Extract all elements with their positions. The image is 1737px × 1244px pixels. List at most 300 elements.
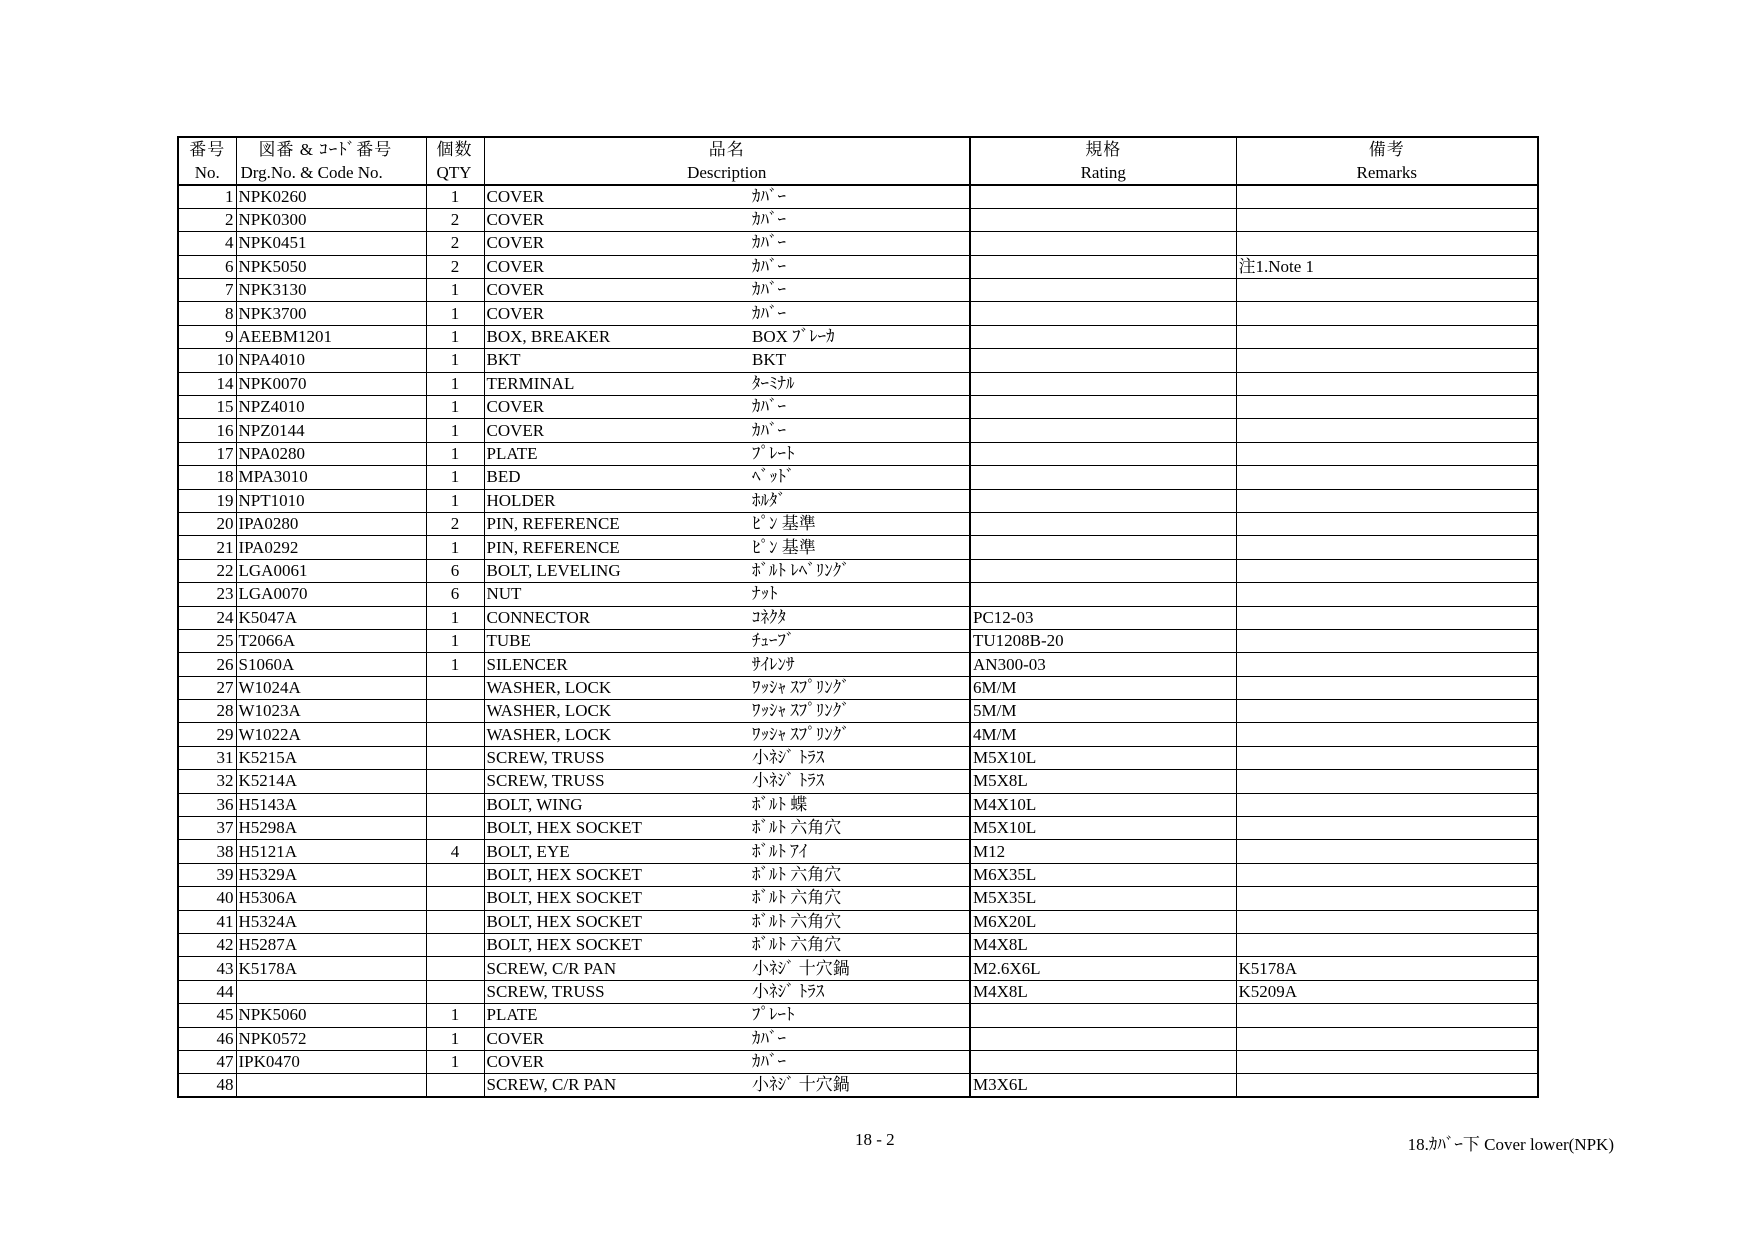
table-row [178,1074,1538,1097]
cell-desc-en: SCREW, TRUSS [484,746,750,769]
cell-code: AEEBM1201 [236,325,426,348]
header-drg [236,137,426,185]
cell-code: NPK0572 [236,1027,426,1050]
cell-no: 37 [178,817,236,840]
cell-rating [970,442,1236,465]
cell-no: 31 [178,746,236,769]
cell-no: 47 [178,1050,236,1073]
cell-code: W1022A [236,723,426,746]
table-row [178,279,1538,302]
cell-no: 9 [178,325,236,348]
cell-rating: M4X8L [970,934,1236,957]
cell-desc-jp: ﾌﾟﾚｰﾄ [750,1004,970,1027]
cell-code: H5306A [236,887,426,910]
cell-desc-en: PIN, REFERENCE [484,512,750,535]
header-row [178,137,1538,185]
cell-code: H5329A [236,863,426,886]
cell-rating: M5X10L [970,817,1236,840]
table-row [178,419,1538,442]
cell-remarks [1236,302,1538,325]
cell-code: IPA0280 [236,512,426,535]
cell-code: MPA3010 [236,466,426,489]
table-row [178,232,1538,255]
cell-desc-en: COVER [484,255,750,278]
cell-rating: M3X6L [970,1074,1236,1097]
header-qty-jp: 個数 [436,140,473,159]
cell-rating [970,489,1236,512]
cell-desc-en: BOLT, HEX SOCKET [484,863,750,886]
cell-qty: 6 [426,559,484,582]
cell-desc-jp: ﾜｯｼｬ ｽﾌﾟﾘﾝｸﾞ [750,723,970,746]
cell-desc-jp: ﾎﾞﾙﾄ ｱｲ [750,840,970,863]
cell-desc-jp: ｻｲﾚﾝｻ [750,653,970,676]
cell-code: NPK0070 [236,372,426,395]
cell-desc-jp: ﾋﾟﾝ 基準 [750,512,970,535]
cell-desc-en: PIN, REFERENCE [484,536,750,559]
cell-desc-jp: 小ﾈｼﾞ 十穴鍋 [750,1074,970,1097]
cell-no: 7 [178,279,236,302]
table-row [178,817,1538,840]
cell-rating: M5X8L [970,770,1236,793]
cell-code [236,980,426,1003]
table-row [178,349,1538,372]
cell-desc-jp: ｶﾊﾞｰ [750,208,970,231]
cell-desc-en: BED [484,466,750,489]
cell-qty: 1 [426,185,484,208]
page-number: 18 - 2 [855,1130,895,1149]
cell-desc-en: PLATE [484,442,750,465]
cell-no: 46 [178,1027,236,1050]
cell-qty [426,746,484,769]
cell-remarks [1236,817,1538,840]
cell-remarks [1236,723,1538,746]
cell-desc-jp: ﾎﾞﾙﾄ 六角穴 [750,910,970,933]
cell-qty: 6 [426,583,484,606]
table-row [178,185,1538,208]
cell-desc-jp: ﾎﾞﾙﾄ 六角穴 [750,887,970,910]
cell-desc-en: COVER [484,1050,750,1073]
cell-code: NPK0451 [236,232,426,255]
cell-remarks [1236,1027,1538,1050]
cell-remarks [1236,232,1538,255]
cell-no: 38 [178,840,236,863]
cell-remarks [1236,770,1538,793]
cell-no: 26 [178,653,236,676]
cell-code: NPK3130 [236,279,426,302]
cell-rating: TU1208B-20 [970,629,1236,652]
cell-desc-jp: ﾜｯｼｬ ｽﾌﾟﾘﾝｸﾞ [750,700,970,723]
cell-remarks [1236,1050,1538,1073]
cell-no: 28 [178,700,236,723]
cell-desc-en: CONNECTOR [484,606,750,629]
cell-no: 19 [178,489,236,512]
header-drg-en: Drg.No. & Code No. [240,163,383,182]
cell-qty: 1 [426,396,484,419]
cell-code: NPA0280 [236,442,426,465]
cell-no: 25 [178,629,236,652]
cell-desc-jp: ｶﾊﾞｰ [750,302,970,325]
header-drg-jp: 図番 & ｺｰﾄﾞ番号 [258,140,393,159]
cell-no: 20 [178,512,236,535]
cell-no: 24 [178,606,236,629]
cell-remarks [1236,442,1538,465]
cell-no: 27 [178,676,236,699]
section-title: 18.ｶﾊﾞｰ下 Cover lower(NPK) [1407,1135,1614,1154]
cell-rating [970,583,1236,606]
cell-no: 42 [178,934,236,957]
cell-desc-jp: 小ﾈｼﾞ ﾄﾗｽ [750,770,970,793]
table-row [178,536,1538,559]
cell-rating: M6X35L [970,863,1236,886]
cell-desc-en: SCREW, C/R PAN [484,1074,750,1097]
table-row [178,255,1538,278]
table-row [178,372,1538,395]
cell-remarks [1236,606,1538,629]
table-row [178,980,1538,1003]
cell-remarks [1236,793,1538,816]
cell-qty: 1 [426,325,484,348]
cell-desc-en: SCREW, C/R PAN [484,957,750,980]
cell-remarks [1236,910,1538,933]
cell-no: 21 [178,536,236,559]
cell-code: IPA0292 [236,536,426,559]
cell-remarks [1236,349,1538,372]
header-desc-jp: 品名 [708,140,745,159]
cell-desc-en: PLATE [484,1004,750,1027]
cell-rating: M2.6X6L [970,957,1236,980]
cell-remarks [1236,700,1538,723]
cell-desc-en: COVER [484,396,750,419]
cell-rating [970,1027,1236,1050]
cell-code: NPK5060 [236,1004,426,1027]
cell-desc-jp: ｺﾈｸﾀ [750,606,970,629]
cell-qty [426,770,484,793]
cell-rating [970,208,1236,231]
cell-desc-en: BOLT, EYE [484,840,750,863]
cell-rating [970,419,1236,442]
header-rating-en: Rating [1080,163,1126,182]
cell-no: 23 [178,583,236,606]
cell-qty: 1 [426,349,484,372]
table-row [178,396,1538,419]
table-row [178,863,1538,886]
cell-rating [970,185,1236,208]
cell-desc-jp: 小ﾈｼﾞ ﾄﾗｽ [750,980,970,1003]
cell-no: 6 [178,255,236,278]
cell-no: 41 [178,910,236,933]
cell-code: NPA4010 [236,349,426,372]
cell-desc-jp: ｶﾊﾞｰ [750,185,970,208]
cell-remarks [1236,1074,1538,1097]
cell-rating [970,302,1236,325]
cell-desc-en: WASHER, LOCK [484,723,750,746]
cell-desc-en: NUT [484,583,750,606]
cell-desc-jp: ﾎﾞﾙﾄ 六角穴 [750,863,970,886]
header-no [178,137,236,185]
cell-rating: M5X35L [970,887,1236,910]
cell-remarks: 注1.Note 1 [1236,255,1538,278]
header-qty [426,137,484,185]
cell-no: 10 [178,349,236,372]
cell-desc-en: BOLT, HEX SOCKET [484,887,750,910]
cell-remarks [1236,419,1538,442]
cell-no: 16 [178,419,236,442]
cell-code: T2066A [236,629,426,652]
table-row [178,840,1538,863]
cell-no: 15 [178,396,236,419]
cell-remarks [1236,396,1538,419]
cell-qty: 1 [426,442,484,465]
cell-remarks [1236,325,1538,348]
cell-remarks [1236,208,1538,231]
cell-code: K5178A [236,957,426,980]
cell-qty: 1 [426,302,484,325]
cell-desc-en: WASHER, LOCK [484,700,750,723]
table-row [178,700,1538,723]
cell-desc-en: COVER [484,419,750,442]
table-row [178,934,1538,957]
cell-desc-en: COVER [484,185,750,208]
cell-no: 36 [178,793,236,816]
cell-desc-en: SCREW, TRUSS [484,770,750,793]
cell-no: 39 [178,863,236,886]
cell-desc-jp: ﾋﾟﾝ 基準 [750,536,970,559]
cell-code: H5298A [236,817,426,840]
cell-code: H5324A [236,910,426,933]
cell-no: 2 [178,208,236,231]
table-row [178,606,1538,629]
cell-rating: 6M/M [970,676,1236,699]
cell-desc-en: BOX, BREAKER [484,325,750,348]
cell-rating [970,1004,1236,1027]
cell-qty: 2 [426,512,484,535]
table-body [178,185,1538,1097]
cell-desc-jp: ｶﾊﾞｰ [750,279,970,302]
cell-remarks [1236,934,1538,957]
cell-qty: 1 [426,279,484,302]
header-remarks-jp: 備考 [1368,140,1405,159]
cell-code: NPK3700 [236,302,426,325]
cell-desc-jp: BOX ﾌﾞﾚｰｶ [750,325,970,348]
table-row [178,887,1538,910]
cell-qty [426,957,484,980]
header-qty-en: QTY [436,163,472,182]
cell-remarks [1236,1004,1538,1027]
cell-qty [426,934,484,957]
cell-code: H5121A [236,840,426,863]
table-row [178,629,1538,652]
cell-no: 18 [178,466,236,489]
cell-desc-jp: ﾎﾞﾙﾄ 六角穴 [750,817,970,840]
cell-code: W1024A [236,676,426,699]
cell-no: 29 [178,723,236,746]
cell-desc-jp: ﾀｰﾐﾅﾙ [750,372,970,395]
cell-desc-en: BOLT, LEVELING [484,559,750,582]
cell-desc-en: SILENCER [484,653,750,676]
cell-desc-jp: ｶﾊﾞｰ [750,255,970,278]
cell-rating: M6X20L [970,910,1236,933]
cell-code: NPZ4010 [236,396,426,419]
cell-desc-en: COVER [484,232,750,255]
table-row [178,1027,1538,1050]
cell-remarks [1236,559,1538,582]
cell-remarks [1236,863,1538,886]
cell-rating [970,536,1236,559]
cell-qty: 2 [426,208,484,231]
table-row [178,208,1538,231]
table-row [178,442,1538,465]
cell-code [236,1074,426,1097]
cell-no: 17 [178,442,236,465]
cell-rating: 5M/M [970,700,1236,723]
cell-desc-en: COVER [484,302,750,325]
parts-table [177,136,1539,1098]
cell-rating: 4M/M [970,723,1236,746]
cell-desc-jp: ｶﾊﾞｰ [750,419,970,442]
header-rating [970,137,1236,185]
cell-desc-en: BOLT, WING [484,793,750,816]
cell-desc-jp: ﾁｭｰﾌﾞ [750,629,970,652]
cell-desc-jp: ﾎﾞﾙﾄ 六角穴 [750,934,970,957]
cell-no: 22 [178,559,236,582]
cell-desc-jp: ﾎﾞﾙﾄ ﾚﾍﾞﾘﾝｸﾞ [750,559,970,582]
cell-rating [970,255,1236,278]
cell-remarks [1236,279,1538,302]
cell-rating: PC12-03 [970,606,1236,629]
cell-desc-en: BOLT, HEX SOCKET [484,817,750,840]
cell-no: 45 [178,1004,236,1027]
cell-desc-jp: ﾎﾞﾙﾄ 蝶 [750,793,970,816]
cell-qty: 1 [426,1027,484,1050]
table-row [178,466,1538,489]
cell-remarks [1236,466,1538,489]
header-no-en: No. [194,163,220,182]
cell-code: NPK5050 [236,255,426,278]
cell-desc-en: BOLT, HEX SOCKET [484,934,750,957]
cell-desc-en: BOLT, HEX SOCKET [484,910,750,933]
cell-no: 44 [178,980,236,1003]
cell-no: 4 [178,232,236,255]
cell-desc-en: COVER [484,208,750,231]
cell-remarks [1236,489,1538,512]
cell-remarks: K5178A [1236,957,1538,980]
cell-code: S1060A [236,653,426,676]
cell-desc-jp: ｶﾊﾞｰ [750,1027,970,1050]
header-desc-en: Description [687,163,767,182]
header-rating-jp: 規格 [1085,140,1122,159]
cell-qty: 1 [426,489,484,512]
cell-no: 8 [178,302,236,325]
cell-qty: 1 [426,1004,484,1027]
cell-rating [970,279,1236,302]
cell-remarks [1236,887,1538,910]
cell-qty [426,676,484,699]
cell-qty [426,700,484,723]
cell-qty: 1 [426,536,484,559]
cell-code: H5143A [236,793,426,816]
cell-rating [970,559,1236,582]
table-row [178,746,1538,769]
cell-qty: 2 [426,232,484,255]
cell-rating [970,466,1236,489]
cell-desc-en: WASHER, LOCK [484,676,750,699]
cell-code: K5047A [236,606,426,629]
cell-rating [970,512,1236,535]
cell-code: NPK0260 [236,185,426,208]
cell-code: W1023A [236,700,426,723]
cell-rating [970,349,1236,372]
cell-rating: M5X10L [970,746,1236,769]
cell-remarks [1236,629,1538,652]
cell-qty: 1 [426,372,484,395]
table-row [178,653,1538,676]
cell-qty: 4 [426,840,484,863]
cell-desc-jp: ﾌﾟﾚｰﾄ [750,442,970,465]
table-row [178,957,1538,980]
cell-qty: 1 [426,629,484,652]
cell-remarks [1236,746,1538,769]
cell-qty [426,793,484,816]
cell-qty: 1 [426,1050,484,1073]
header-remarks-en: Remarks [1356,163,1417,182]
cell-code: K5215A [236,746,426,769]
cell-desc-jp: ｶﾊﾞｰ [750,396,970,419]
cell-desc-en: COVER [484,279,750,302]
cell-qty: 2 [426,255,484,278]
table-row [178,489,1538,512]
header-remarks [1236,137,1538,185]
cell-no: 40 [178,887,236,910]
header-description [484,137,970,185]
cell-desc-jp: ﾅｯﾄ [750,583,970,606]
cell-code: IPK0470 [236,1050,426,1073]
cell-qty [426,980,484,1003]
cell-rating [970,372,1236,395]
cell-rating [970,325,1236,348]
table-row [178,302,1538,325]
cell-qty [426,1074,484,1097]
cell-remarks [1236,676,1538,699]
cell-desc-jp: 小ﾈｼﾞ 十穴鍋 [750,957,970,980]
cell-rating: AN300-03 [970,653,1236,676]
cell-code: NPT1010 [236,489,426,512]
table-row [178,770,1538,793]
cell-qty [426,910,484,933]
cell-qty [426,817,484,840]
cell-desc-jp: ﾍﾞｯﾄﾞ [750,466,970,489]
cell-desc-en: SCREW, TRUSS [484,980,750,1003]
cell-remarks [1236,512,1538,535]
cell-code: NPZ0144 [236,419,426,442]
cell-qty [426,887,484,910]
cell-no: 43 [178,957,236,980]
cell-code: NPK0300 [236,208,426,231]
cell-qty [426,863,484,886]
cell-desc-jp: ﾜｯｼｬ ｽﾌﾟﾘﾝｸﾞ [750,676,970,699]
cell-no: 48 [178,1074,236,1097]
cell-desc-jp: BKT [750,349,970,372]
cell-desc-en: TUBE [484,629,750,652]
cell-no: 32 [178,770,236,793]
cell-rating: M4X8L [970,980,1236,1003]
table-row [178,793,1538,816]
cell-rating [970,1050,1236,1073]
cell-qty [426,723,484,746]
cell-desc-en: BKT [484,349,750,372]
table-row [178,325,1538,348]
cell-desc-jp: ｶﾊﾞｰ [750,232,970,255]
table-header [178,137,1538,185]
